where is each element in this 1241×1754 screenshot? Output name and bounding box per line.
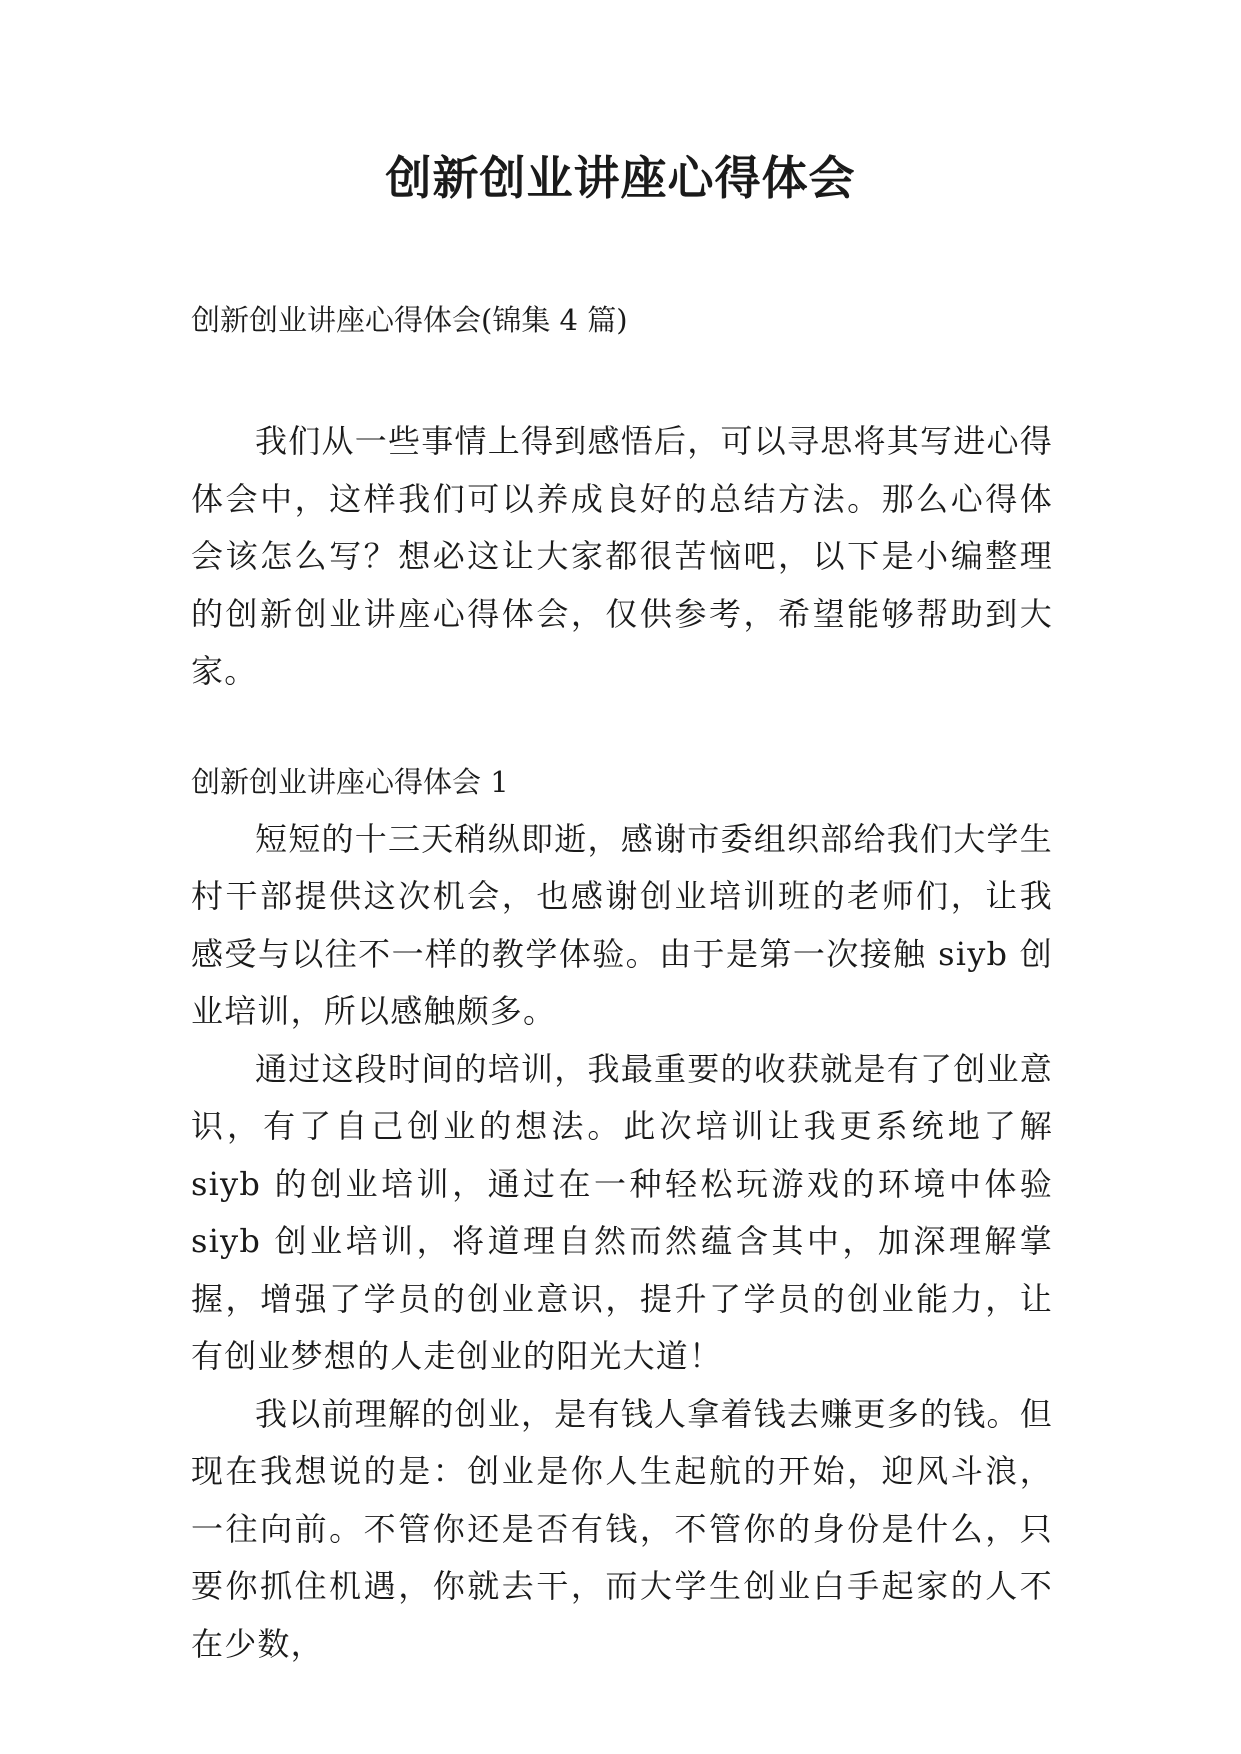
document-body xyxy=(191,292,1053,1673)
document-subtitle: 创新创业讲座心得体会(锦集 4 篇) xyxy=(191,303,628,337)
body-paragraph: 通过这段时间的培训，我最重要的收获就是有了创业意识，有了自己创业的想法。此次培训让我更系统地了解 siyb 的创业培训，通过在一种轻松玩游戏的环境中体验 siyb 创业培训，将道理自然而然蕴含其中，加深理解掌握，增强了学员的创业意识，提升了学员的创业能力，让有创业梦想的人走创业的阳光大道！ xyxy=(191,1049,1053,1375)
body-paragraph: 短短的十三天稍纵即逝，感谢市委组织部给我们大学生村干部提供这次机会，也感谢创业培训班的老师们，让我感受与以往不一样的教学体验。由于是第一次接触 siyb 创业培训，所以感触颇多。 xyxy=(191,819,1053,1030)
spacer xyxy=(191,349,1053,413)
intro-paragraph: 我们从一些事情上得到感悟后，可以寻思将其写进心得体会中，这样我们可以养成良好的总结方法。那么心得体会该怎么写？想必这让大家都很苦恼吧，以下是小编整理的创新创业讲座心得体会，仅供参考，希望能够帮助到大家。 xyxy=(191,422,1053,690)
document-title: 创新创业讲座心得体会 xyxy=(385,151,856,205)
body-paragraph: 我以前理解的创业，是有钱人拿着钱去赚更多的钱。但现在我想说的是：创业是你人生起航的开始，迎风斗浪，一往向前。不管你还是否有钱，不管你的身份是什么，只要你抓住机遇，你就去干，而大学生创业白手起家的人不在少数， xyxy=(191,1394,1053,1663)
section-heading: 创新创业讲座心得体会 1 xyxy=(191,764,509,799)
spacer xyxy=(191,701,1053,754)
